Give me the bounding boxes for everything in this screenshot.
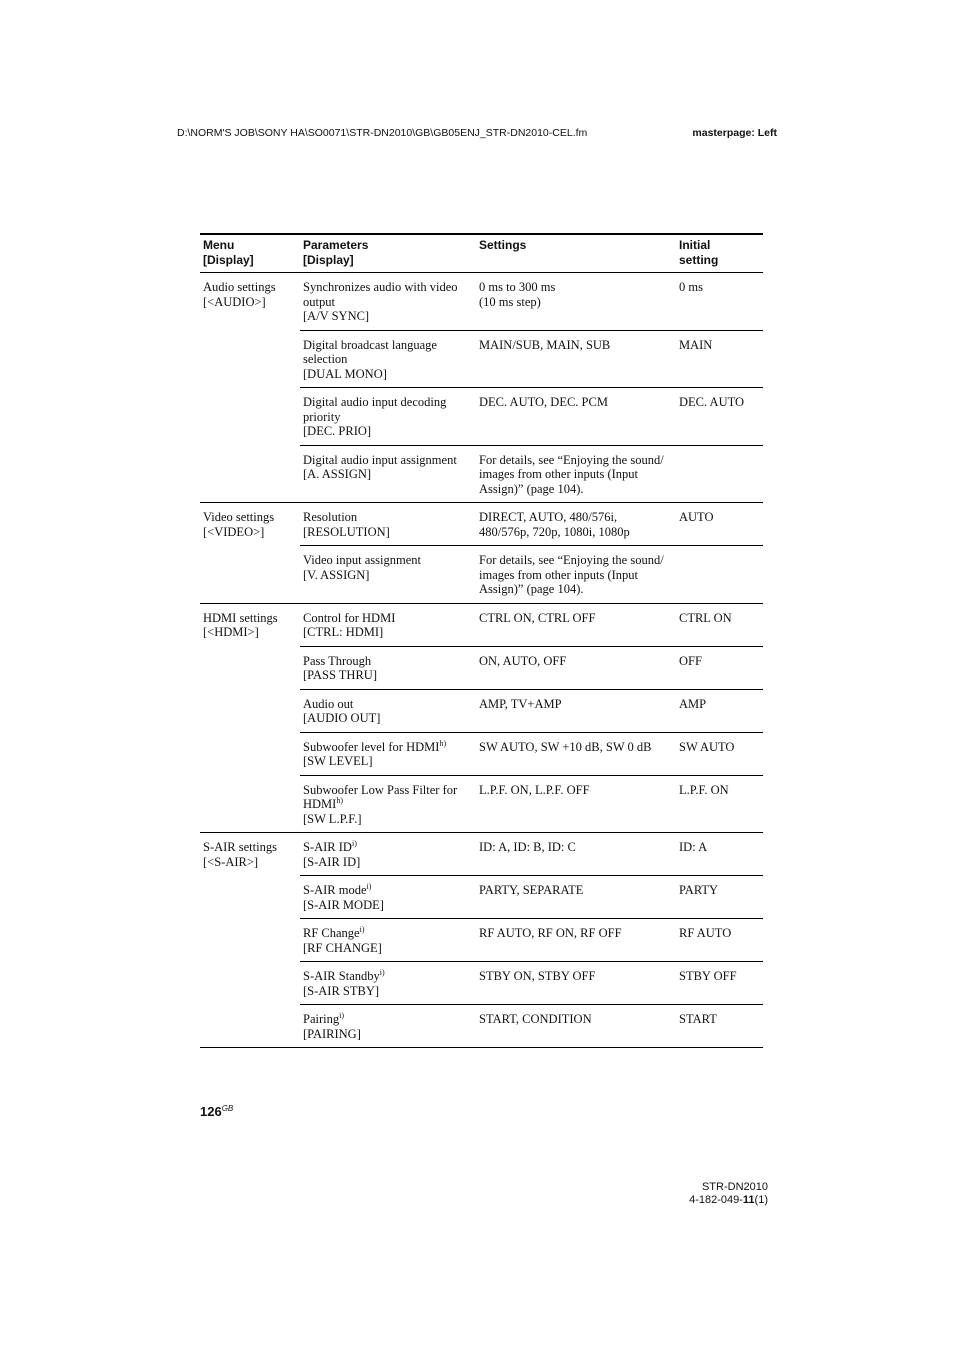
settings-line: START, CONDITION (479, 1012, 592, 1026)
menu-label-line: Audio settings (203, 280, 276, 294)
parameter-display: [SW LEVEL] (303, 754, 373, 768)
parameter-text: Subwoofer Low Pass Filter for (303, 782, 458, 797)
menu-label-line: [<S-AIR>] (203, 854, 259, 869)
header-parameters-line: Parameters (303, 238, 369, 252)
settings-cell (476, 330, 676, 388)
settings-cell (476, 1005, 676, 1048)
settings-line: For details, see “Enjoying the sound/ (479, 452, 664, 467)
footnote-marker: i) (366, 882, 372, 891)
initial-setting-cell: RF AUTO (676, 919, 763, 962)
parameter-text: Audio out (303, 696, 354, 711)
parameter-line (303, 783, 473, 798)
parameter-cell (300, 273, 476, 331)
initial-setting-cell: PARTY (676, 876, 763, 919)
settings-line: 480/576p, 720p, 1080i, 1080p (479, 524, 630, 539)
initial-setting-cell: SW AUTO (676, 732, 763, 775)
parameter-cell (300, 833, 476, 876)
initial-setting-cell: AUTO (676, 503, 763, 546)
initial-setting-cell: DEC. AUTO (676, 388, 763, 446)
table-body (200, 273, 763, 1048)
parameter-display: [S-AIR ID] (303, 854, 361, 869)
initial-setting-cell (676, 445, 763, 503)
parameter-cell (300, 546, 476, 604)
parameter-display: [A. ASSIGN] (303, 467, 372, 481)
parameter-line (303, 1012, 473, 1027)
parameter-cell (300, 876, 476, 919)
parameter-display: [CTRL: HDMI] (303, 625, 384, 639)
settings-cell (476, 388, 676, 446)
parameter-text: Digital audio input assignment (303, 452, 457, 467)
parameter-text: RF Change (303, 926, 360, 940)
parameter-cell (300, 775, 476, 833)
footer-code-prefix: 4-182-049- (689, 1194, 743, 1206)
menu-label-line: HDMI settings (203, 610, 278, 625)
page-number (200, 1104, 233, 1119)
footer-model-info (689, 1181, 768, 1207)
parameter-cell (300, 388, 476, 446)
settings-line: MAIN/SUB, MAIN, SUB (479, 337, 611, 352)
table-header-row (200, 234, 763, 273)
table-row (200, 833, 763, 876)
parameter-cell (300, 962, 476, 1005)
settings-table (200, 233, 763, 1048)
settings-line: AMP, TV+AMP (479, 696, 562, 711)
parameter-line (303, 395, 473, 410)
table-row (200, 503, 763, 546)
parameter-display: [DEC. PRIO] (303, 424, 372, 438)
footer-code-bold: 11 (742, 1194, 755, 1206)
parameter-line (303, 352, 473, 367)
parameter-display: [RF CHANGE] (303, 940, 382, 955)
menu-label-line: S-AIR settings (203, 840, 277, 854)
menu-label-line: [<HDMI>] (203, 625, 259, 639)
parameter-line (303, 654, 473, 669)
settings-cell (476, 445, 676, 503)
parameter-text: S-AIR Standby (303, 969, 380, 983)
settings-line: For details, see “Enjoying the sound/ (479, 553, 664, 567)
settings-cell (476, 603, 676, 646)
parameter-display: [PASS THRU] (303, 668, 377, 682)
settings-line: Assign)” (page 104). (479, 481, 584, 496)
menu-cell (200, 833, 300, 1048)
parameter-line (303, 926, 473, 941)
settings-line: Assign)” (page 104). (479, 582, 584, 596)
settings-cell (476, 876, 676, 919)
header-parameters-line: [Display] (303, 253, 354, 267)
footnote-marker: i) (351, 839, 357, 848)
settings-cell (476, 546, 676, 604)
parameter-cell (300, 646, 476, 689)
initial-setting-cell: ID: A (676, 833, 763, 876)
settings-line: images from other inputs (Input (479, 567, 638, 582)
parameter-line (303, 410, 473, 425)
parameter-text: S-AIR ID (303, 840, 352, 854)
settings-cell (476, 732, 676, 775)
parameter-line (303, 453, 473, 468)
parameter-cell (300, 732, 476, 775)
settings-line: DEC. AUTO, DEC. PCM (479, 395, 608, 409)
settings-cell (476, 273, 676, 331)
menu-cell (200, 503, 300, 604)
header-settings (476, 234, 676, 273)
settings-cell (476, 646, 676, 689)
page-number-value: 126 (200, 1104, 222, 1119)
parameter-text: Digital audio input decoding (303, 395, 447, 409)
parameter-cell (300, 503, 476, 546)
parameter-display: [V. ASSIGN] (303, 567, 370, 582)
parameter-text: selection (303, 352, 348, 366)
parameter-line (303, 883, 473, 898)
table-row (200, 603, 763, 646)
parameter-line (303, 697, 473, 712)
parameter-display: [RESOLUTION] (303, 524, 390, 539)
initial-setting-cell: AMP (676, 689, 763, 732)
parameter-line (303, 510, 473, 525)
footnote-marker: h) (336, 796, 344, 805)
parameter-text: HDMI (303, 797, 337, 811)
parameter-text: Digital broadcast language (303, 337, 437, 352)
footer-code (689, 1194, 768, 1207)
parameter-cell (300, 919, 476, 962)
parameter-line (303, 969, 473, 984)
header-menu-line: [Display] (203, 253, 254, 267)
parameter-line (303, 797, 473, 812)
menu-label-line: Video settings (203, 510, 275, 524)
header-initial-line: Initial (679, 238, 711, 252)
settings-line: SW AUTO, SW +10 dB, SW 0 dB (479, 739, 652, 754)
footer-model: STR-DN2010 (701, 1181, 768, 1193)
settings-line: CTRL ON, CTRL OFF (479, 610, 596, 625)
settings-line: STBY ON, STBY OFF (479, 969, 596, 983)
parameter-text: Pairing (303, 1012, 340, 1026)
settings-cell (476, 503, 676, 546)
footnote-marker: i) (339, 1011, 344, 1020)
menu-label-line: [<AUDIO>] (203, 294, 266, 309)
parameter-display: [DUAL MONO] (303, 366, 387, 381)
footer-code-suffix: (1) (754, 1194, 768, 1206)
menu-cell (200, 273, 300, 503)
initial-setting-cell: L.P.F. ON (676, 775, 763, 833)
parameter-text: output (303, 294, 335, 309)
parameter-line (303, 740, 473, 755)
parameter-display: [AUDIO OUT] (303, 711, 381, 725)
header-parameters (300, 234, 476, 273)
parameter-cell (300, 445, 476, 503)
settings-cell (476, 833, 676, 876)
header-initial-setting (676, 234, 763, 273)
parameter-text: Pass Through (303, 653, 372, 668)
settings-line: (10 ms step) (479, 294, 541, 309)
initial-setting-cell: MAIN (676, 330, 763, 388)
settings-line: RF AUTO, RF ON, RF OFF (479, 926, 622, 940)
parameter-cell (300, 603, 476, 646)
parameter-line (303, 553, 473, 568)
parameter-text: Video input assignment (303, 553, 421, 567)
settings-line: images from other inputs (Input (479, 467, 638, 481)
table-row (200, 273, 763, 331)
parameter-cell (300, 330, 476, 388)
parameter-display: [A/V SYNC] (303, 309, 370, 323)
parameter-line (303, 611, 473, 626)
parameter-text: Resolution (303, 510, 358, 524)
settings-line: L.P.F. ON, L.P.F. OFF (479, 782, 590, 797)
header-settings-line: Settings (479, 238, 527, 252)
footnote-marker: h) (439, 738, 447, 748)
initial-setting-cell: START (676, 1005, 763, 1048)
parameter-line (303, 338, 473, 353)
parameter-text: Synchronizes audio with video (303, 280, 458, 294)
header-menu (200, 234, 300, 273)
parameter-text: Control for HDMI (303, 610, 396, 625)
parameter-text: Subwoofer level for HDMI (303, 739, 440, 754)
settings-cell (476, 962, 676, 1005)
settings-line: DIRECT, AUTO, 480/576i, (479, 510, 618, 524)
parameter-cell (300, 1005, 476, 1048)
settings-cell (476, 689, 676, 732)
menu-cell (200, 603, 300, 833)
parameter-text: S-AIR mode (303, 883, 367, 897)
initial-setting-cell: STBY OFF (676, 962, 763, 1005)
parameter-display: [S-AIR MODE] (303, 897, 384, 912)
masterpage-label: masterpage: Left (692, 127, 777, 139)
settings-line: ID: A, ID: B, ID: C (479, 840, 576, 854)
parameter-line (303, 280, 473, 295)
parameter-display: [S-AIR STBY] (303, 983, 380, 998)
file-path: D:\NORM'S JOB\SONY HA\SO0071\STR-DN2010\GB\GB05ENJ_STR-DN2010-CEL.fm (177, 127, 588, 139)
footnote-marker: i) (379, 968, 385, 977)
header-initial-line: setting (679, 253, 719, 267)
parameter-line (303, 295, 473, 310)
initial-setting-cell: CTRL ON (676, 603, 763, 646)
settings-cell (476, 775, 676, 833)
parameter-line (303, 840, 473, 855)
settings-line: 0 ms to 300 ms (479, 280, 556, 294)
menu-label-line: [<VIDEO>] (203, 524, 265, 539)
settings-line: ON, AUTO, OFF (479, 653, 567, 668)
parameter-text: priority (303, 409, 341, 424)
initial-setting-cell: 0 ms (676, 273, 763, 331)
page-number-suffix: GB (221, 1104, 234, 1113)
initial-setting-cell: OFF (676, 646, 763, 689)
initial-setting-cell (676, 546, 763, 604)
header-menu-line: Menu (203, 238, 235, 252)
settings-line: PARTY, SEPARATE (479, 883, 584, 897)
settings-cell (476, 919, 676, 962)
parameter-cell (300, 689, 476, 732)
parameter-display: [PAIRING] (303, 1026, 361, 1041)
footnote-marker: i) (359, 925, 365, 934)
parameter-display: [SW L.P.F.] (303, 811, 362, 826)
